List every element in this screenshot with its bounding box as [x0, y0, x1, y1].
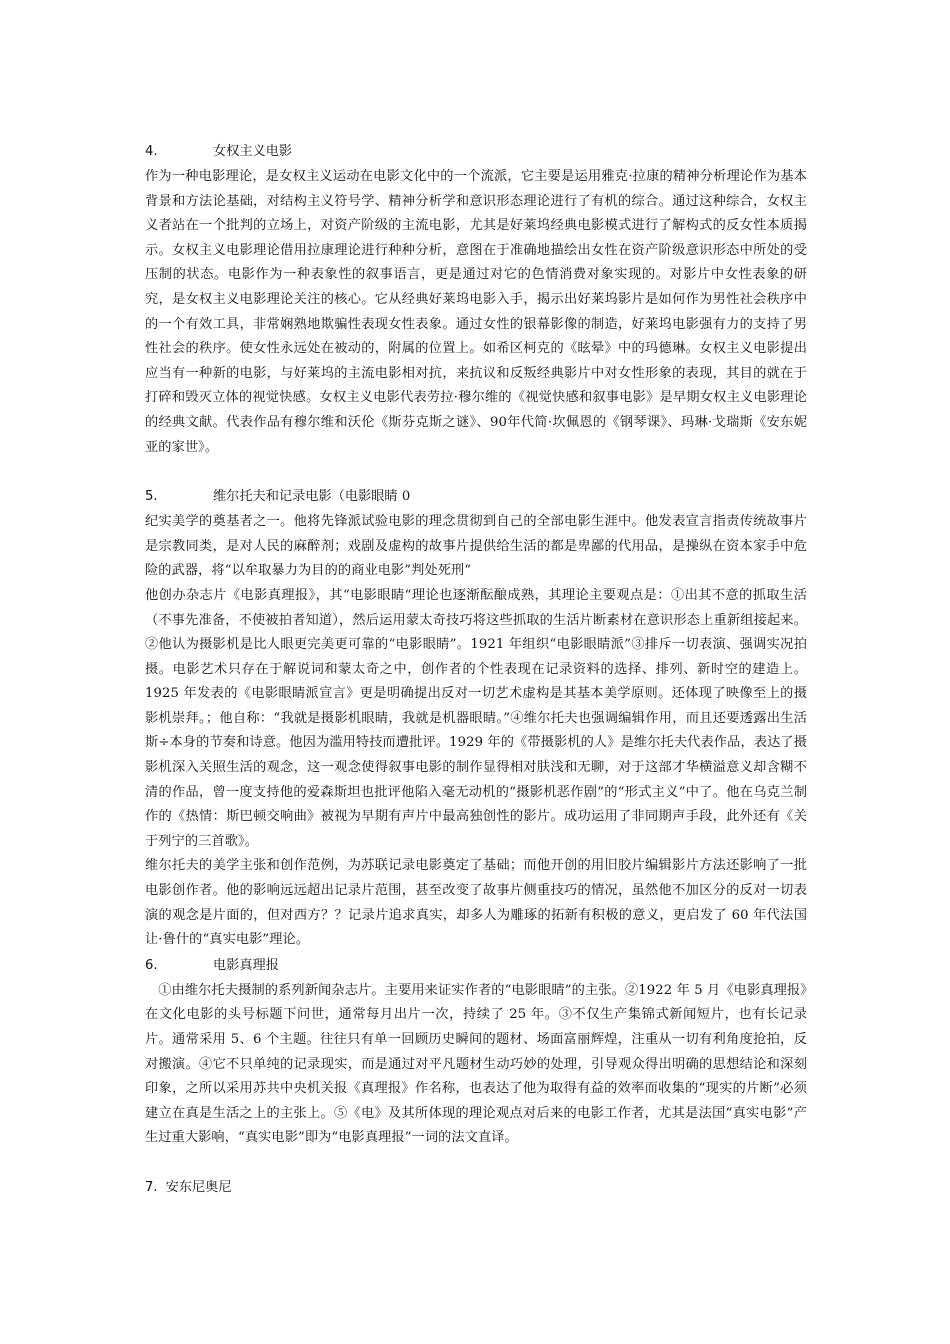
section-title: 电影真理报	[213, 957, 279, 973]
document-page	[145, 139, 807, 1201]
section-spacer	[145, 460, 807, 484]
section-5-paragraph-3: 维尔托夫的美学主张和创作范例，为苏联记录电影奠定了基础；而他开创的用旧胶片编辑影片方法还影响了一批电影创作者。他的影响远远超出记录片范围，甚至改变了故事片侧重技巧的情况，虽然他不加区分的反对一切表演的观念是片面的，但对西方？？记录片追求真实，却多人为雕琢的拓新有积极的意义，更启发了 60 年代法国让·鲁什的“真实电影”理论。	[145, 858, 807, 948]
section-5-paragraph-2: 他创办杂志片《电影真理报》，其“电影眼睛“理论也逐渐酝酿成熟，其理论主要观点是：①出其不意的抓取生活（不事先准备，不使被拍者知道），然后运用蒙太奇技巧将这些抓取的生活片断素材在意识形态上重新组接起来。②他认为摄影机是比人眼更完美更可靠的“电影眼睛”。1921 年组织“电影眼睛派”③排斥一切表演、强调实况拍摄。电影艺术只存在于解说词和蒙太奇之中，创作者的个性表现在记录资料的选择、排列、新时空的建造上。1925 年发表的《电影眼睛派宣言》更是明确提出反对一切艺术虚构是其基本美学原则。还体现了映像至上的摄影机崇拜。；他自称：“我就是摄影机眼睛，我就是机器眼睛。”④维尔托夫也强调编辑作用，而且还要透露出生活斯÷本身的节奏和诗意。他因为滥用特技而遭批评。1929 年的《带摄影机的人》是维尔托夫代表作品，表达了摄影机深入关照生活的观念，这一观念使得叙事电影的制作显得相对肤浅和无聊，对于这部才华横溢意义却含糊不清的作品，曾一度支持他的爱森斯坦也批评他陷入毫无动机的“摄影机恶作剧”的“形式主义”中了。他在乌克兰制作的《热情：斯巴顿交响曲》被视为早期有声片中最高独创性的影片。成功运用了非同期声手段，此外还有《关于列宁的三首歌》。	[145, 587, 807, 849]
section-spacer	[145, 1151, 807, 1175]
section-4-paragraph-1: 作为一种电影理论，是女权主义运动在电影文化中的一个流派，它主要是运用雅克·拉康的精神分析理论作为基本背景和方法论基础，对结构主义符号学、精神分析学和意识形态理论进行了有机的综合。通过这种综合，女权主义者站在一个批判的立场上，对资产阶级的主流电影，尤其是好莱坞经典电影模式进行了解构式的反女性本质揭示。女权主义电影理论借用拉康理论进行种种分析，意图在于准确地描绘出女性在资产阶级意识形态中所处的受压制的状态。电影作为一种表象性的叙事语言，更是通过对它的色情消费对象实现的。对影片中女性表象的研究，是女权主义电影理论关注的核心。它从经典好莱坞电影入手，揭示出好莱坞影片是如何作为男性社会秩序中的一个有效工具，非常娴熟地欺骗性表现女性表象。通过女性的银幕影像的制造，好莱坞电影强有力的支持了男性社会的秩序。使女性永远处在被动的，附属的位置上。如希区柯克的《眩晕》中的玛德琳。女权主义电影提出应当有一种新的电影，与好莱坞的主流电影相对抗，来抗议和反叛经典影片中对女性形象的表现，其目的就在于打碎和毁灭立体的视觉快感。女权主义电影代表劳拉·穆尔维的《视觉快感和叙事电影》是早期女权主义电影理论的经典文献。代表作品有穆尔维和沃伦《斯芬克斯之谜》、90年代简·坎佩恩的《钢琴课》、玛琳·戈瑞斯《安东妮亚的家世》。	[145, 169, 807, 455]
section-number: 6.	[145, 957, 158, 973]
section-number: 7.	[145, 1179, 158, 1195]
section-4-heading	[145, 139, 807, 165]
section-title: 安东尼奥尼	[165, 1179, 232, 1195]
section-5-paragraph-1: 纪实美学的奠基者之一。他将先锋派试验电影的理念贯彻到自己的全部电影生涯中。他发表宣言指责传统故事片是宗教同类，是对人民的麻醉剂；戏剧及虚构的故事片提供给生活的都是卑鄙的代用品，是操纵在资本家手中危险的武器，将“以牟取暴力为目的的商业电影”判处死刑“	[145, 514, 807, 579]
section-6-heading	[145, 953, 807, 979]
section-number: 5.	[145, 489, 158, 505]
section-title: 维尔托夫和记录电影（电影眼睛 0	[213, 489, 411, 505]
section-6-paragraph-1: ①由维尔托夫摄制的系列新闻杂志片。主要用来证实作者的“电影眼睛”的主张。②1922 年 5 月《电影真理报》在文化电影的头号标题下问世，通常每月出片一次，持续了 25 年。③不仅生产集锦式新闻短片，也有长记录片。通常采用 5、6 个主题。往往只有单一回顾历史瞬间的题材、场面富丽辉煌，注重从一切有利角度抢拍，反对搬演。④它不只单纯的记录现实，而是通过对平凡题材生动巧妙的处理，引导观众得出明确的思想结论和深刻印象，之所以采用苏共中央机关报《真理报》作名称，也表达了他为取得有益的效率而收集的“现实的片断”必须建立在真是生活之上的主张上。⑤《电》及其所体现的理论观点对后来的电影工作者，尤其是法国“真实电影”产生过重大影响，“真实电影”即为“电影真理报”一词的法文直译。	[145, 982, 807, 1146]
section-7-heading	[145, 1175, 807, 1201]
section-number: 4.	[145, 144, 158, 159]
section-title: 女权主义电影	[213, 144, 293, 159]
section-5-heading	[145, 484, 807, 510]
